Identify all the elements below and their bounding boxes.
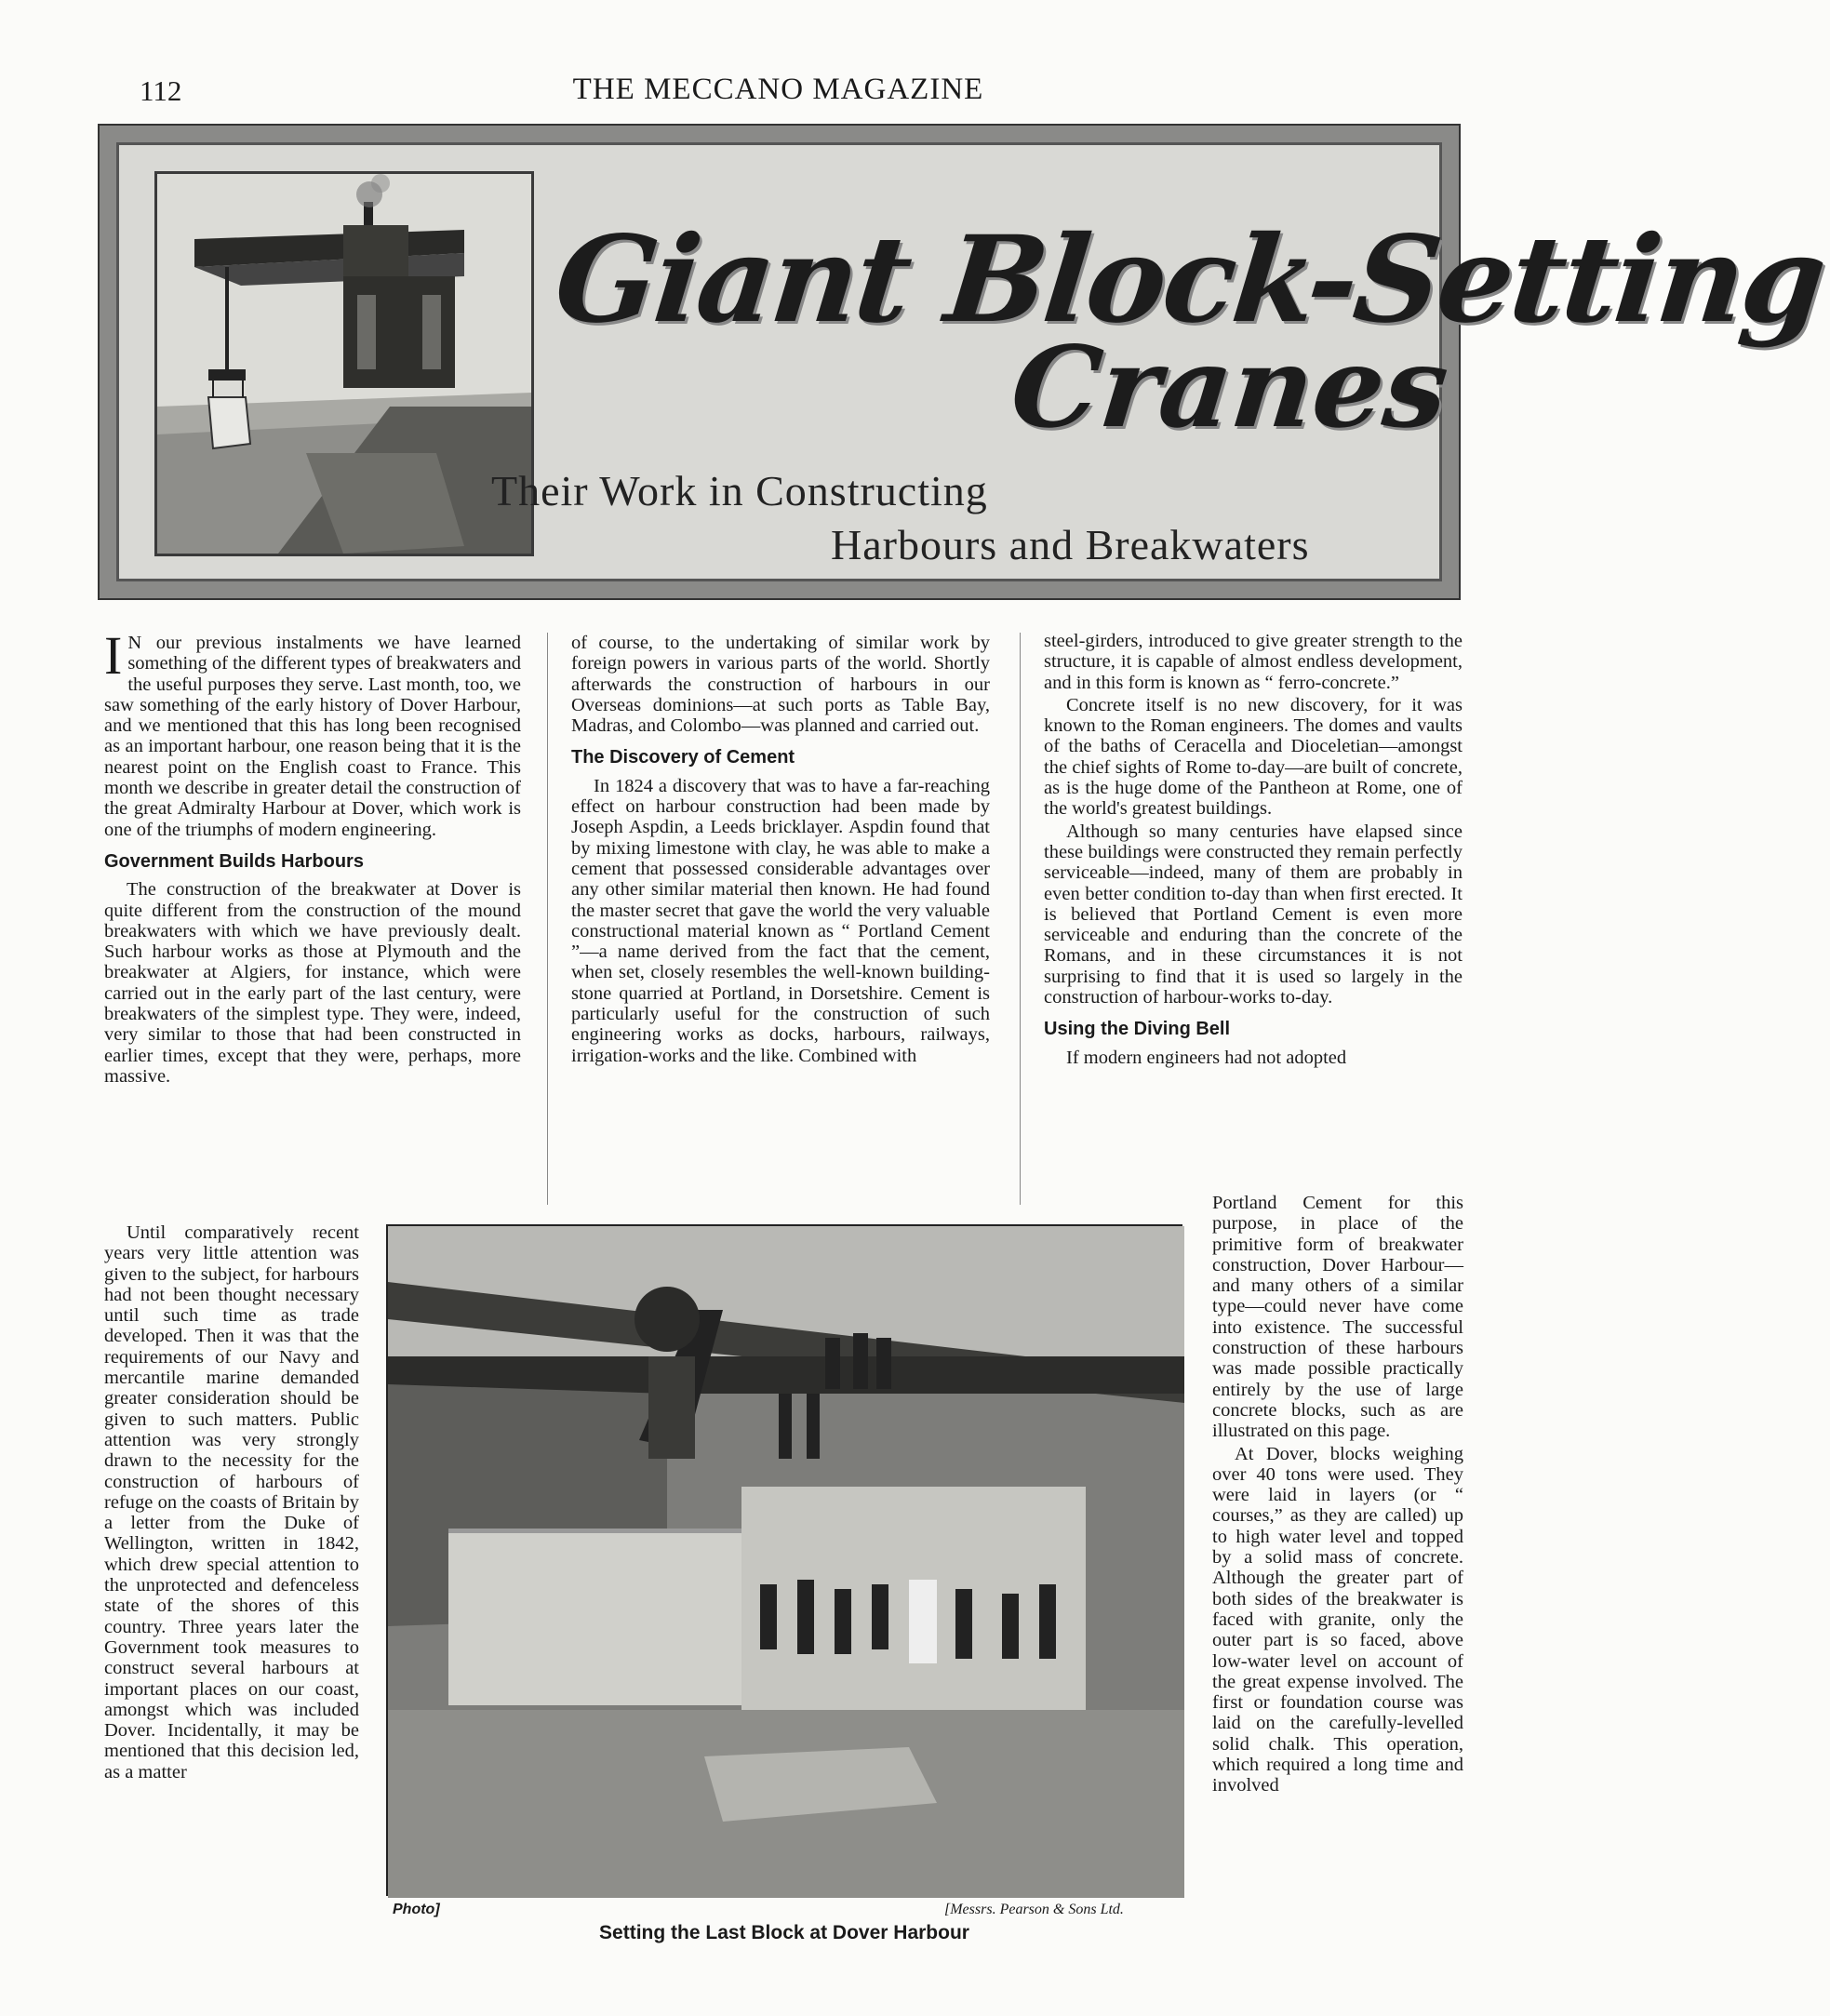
block-setting-photo <box>386 1224 1182 1896</box>
article-column-3 <box>1044 631 1463 1070</box>
running-title: THE MECCANO MAGAZINE <box>572 73 984 106</box>
body-paragraph: Until comparatively recent years very little attention was given to the subject, for harbours had not been thought necessary until such time as trade developed. Then it was that the requirements of our Navy and mercantile marine demanded greater consideration should be given to such matters. Public attention was very strongly drawn to the necessity for the construction of harbours of refuge on the coasts of Britain by a letter from the Duke of Wellington, written in 1842, which drew special attention to the unprotected and defenceless state of the shores of this country. Three years later the Government took measures to construct several harbours at important places on our coast, amongst which was included Dover. Incidentally, it may be mentioned that this decision led, as a matter <box>104 1222 359 1782</box>
section-heading: The Discovery of Cement <box>571 747 795 768</box>
banner-title: Giant Block-Setting <box>549 210 1830 350</box>
body-paragraph: steel-girders, introduced to give greater strength to the structure, it is capable of almost endless development, and in this form is known as “ ferro-concrete.” <box>1044 631 1463 693</box>
article-column-2 <box>571 633 990 1068</box>
body-paragraph: In 1824 a discovery that was to have a far-reaching effect on harbour construction had been made by Joseph Aspdin, a Leeds bricklayer. Aspdin found that by mixing limestone with clay, he was able to make a cement that possessed considerable advantages over any other similar material then known. He had found the master secret that gave the world the very valuable constructional material known as “ Portland Cement ”—a name derived from the fact that the cement, when set, closely resembles the well-known building-stone quarried at Portland, in Dorsetshire. Cement is particularly useful for the construction of such engineering works as docks, harbours, railways, irrigation-works and the like. Combined with <box>571 775 990 1066</box>
title-banner <box>98 124 1830 600</box>
article-column-3-continued <box>1212 1193 1463 1798</box>
article-column-1 <box>104 625 521 1088</box>
body-paragraph: At Dover, blocks weighing over 40 tons were used. They were laid in layers (or “ courses,” as they are called) up to high water level and topped by a solid mass of concrete. Although the greater part of both sides of the breakwater is faced with granite, only the outer part is so faced, above low-water level on account of the great expense involved. The first or foundation course was laid on the carefully-levelled solid chalk. This operation, which required a long time and involved <box>1212 1443 1463 1796</box>
crane-illustration <box>154 171 534 556</box>
intro-paragraph: I N our previous instalments we have learned something of the different types of breakwaters and the useful purposes they serve. Last month, too, we saw something of the early history of Dover Harbour, and we mentioned that this has long been recognised as an important harbour, one reason being that it is the nearest point on the English coast to France. This month we describe in greater detail the construction of the great Admiralty Harbour at Dover, which work is one of the triumphs of modern engineering. <box>104 625 521 840</box>
photo-credit-source: [Messrs. Pearson & Sons Ltd. <box>944 1902 1124 1917</box>
banner-subtitle-line2: Harbours and Breakwaters <box>831 521 1310 568</box>
banner-panel <box>116 142 1830 581</box>
body-paragraph: Although so many centuries have elapsed since these buildings were constructed they remain perfectly serviceable—indeed, many of them are probably in even better condition to-day than when first erected. It is believed that Portland Cement is even more serviceable and enduring than the concrete of the Romans, and in these circumstances it is not surprising to find that it is used so largely in the construction of harbour-works to-day. <box>1044 821 1463 1008</box>
column-divider <box>1020 633 1021 1205</box>
banner-subtitle-line1: Their Work in Constructing <box>491 467 988 514</box>
article-column-1-continued <box>104 1222 359 1784</box>
section-heading: Government Builds Harbours <box>104 850 364 872</box>
body-paragraph: Portland Cement for this purpose, in place of the primitive form of breakwater construction, Dover Harbour—and many others of a similar type—could never have come into existence. The successful construction of these harbours was made possible practically entirely by the use of large concrete blocks, such as are illustrated on this page. <box>1212 1193 1463 1442</box>
body-paragraph: of course, to the undertaking of similar work by foreign powers in various parts of the world. Shortly afterwards the construction of harbours in our Overseas dominions—at such ports as Table Bay, Madras, and Colombo—was planned and carried out. <box>571 633 990 737</box>
body-paragraph: The construction of the breakwater at Dover is quite different from the construction of the mound breakwaters with which we have previously dealt. Such harbour works as those at Plymouth and the breakwater at Algiers, for instance, which were carried out in the early part of the last century, were breakwaters of the simplest type. They were, indeed, very similar to those that had been constructed in earlier times, except that they were, perhaps, more massive. <box>104 879 521 1087</box>
section-heading: Using the Diving Bell <box>1044 1019 1231 1040</box>
banner-title-second-line: Cranes <box>1005 322 1455 453</box>
drop-cap: I <box>104 625 123 686</box>
photo-credit-label: Photo] <box>393 1902 440 1917</box>
page-number: 112 <box>140 74 182 107</box>
body-paragraph-lead: If modern engineers had not adopted <box>1066 1047 1347 1068</box>
body-paragraph: Concrete itself is no new discovery, for it was known to the Roman engineers. The domes and vaults of the baths of Ceracella and Dioceletian—amongst the chief sights of Rome to-day—are built of concrete, as is the huge dome of the Pantheon at Rome, one of the world's greatest buildings. <box>1044 694 1463 820</box>
photo-caption: Setting the Last Block at Dover Harbour <box>599 1922 969 1943</box>
column-divider <box>547 633 548 1205</box>
